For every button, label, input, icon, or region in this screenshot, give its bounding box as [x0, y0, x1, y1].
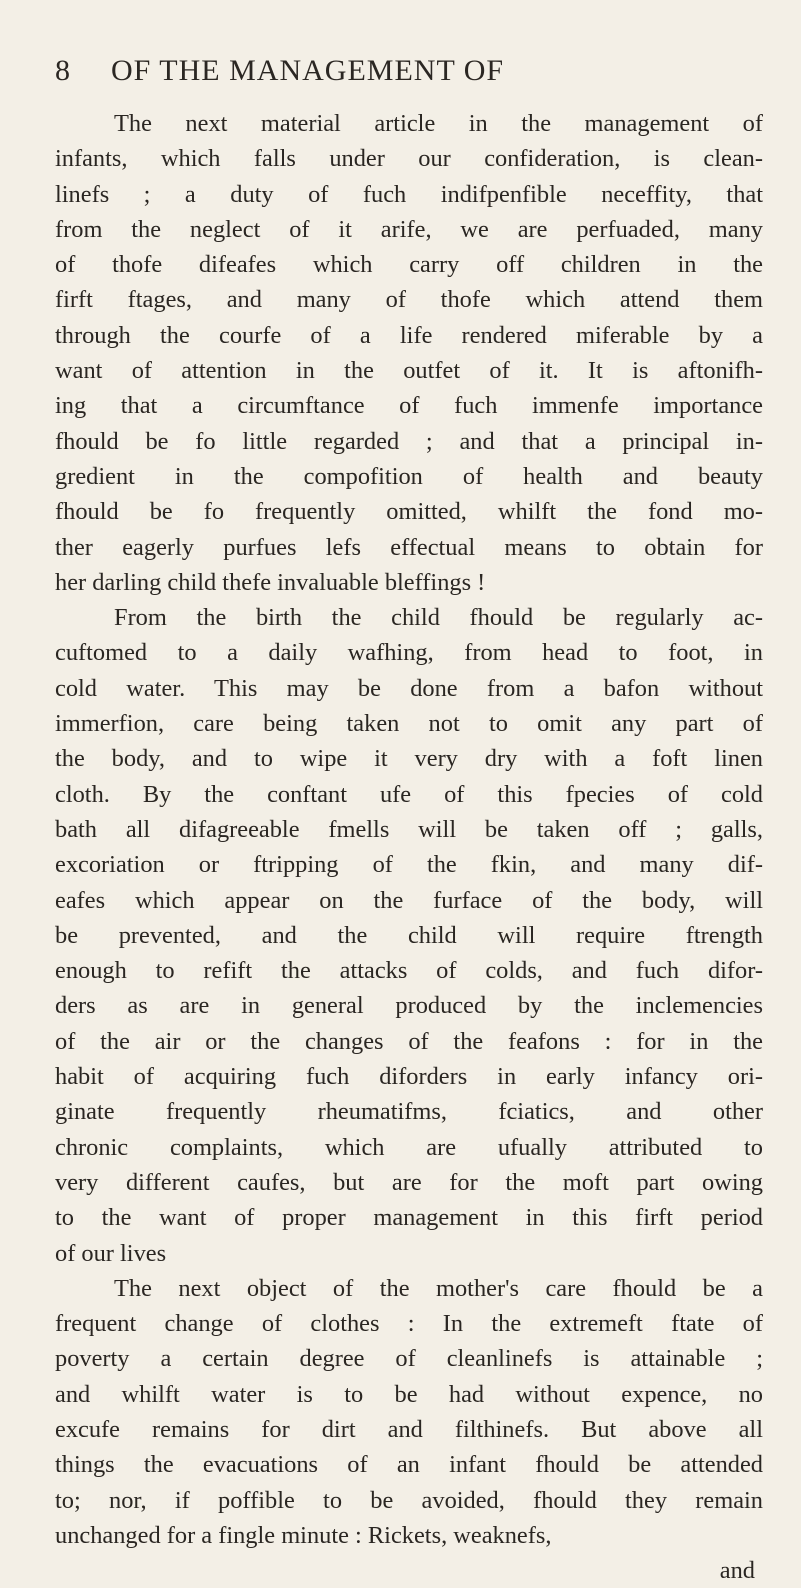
text-line: habit of acquiring fuch diforders in early infancy ori-	[55, 1063, 763, 1091]
text-line: excoriation or ftripping of the fkin, and many dif-	[55, 851, 763, 879]
text-line: gredient in the compofition of health and beauty	[55, 462, 763, 490]
text-line: immerfion, care being taken not to omit any part of	[55, 710, 763, 738]
text-line: The next material article in the management of	[114, 110, 763, 137]
text-line: want of attention in the outfet of it. It is aftonifh-	[55, 357, 763, 385]
text-line: through the courfe of a life rendered miferable by a	[55, 321, 763, 349]
text-line: The next object of the mother's care fhould be a	[114, 1274, 763, 1302]
text-line: fhould be fo frequently omitted, whilft the fond mo-	[55, 498, 763, 526]
running-title: OF THE MANAGEMENT OF	[111, 54, 505, 87]
text-line: very different caufes, but are for the moft part owing	[55, 1168, 763, 1196]
text-line: enough to refift the attacks of colds, and fuch difor-	[55, 957, 763, 985]
text-line: linefs ; a duty of fuch indifpenfible neceffity, that	[55, 180, 763, 208]
catchword: and	[719, 1557, 755, 1585]
text-line: poverty a certain degree of cleanlinefs is attainable ;	[55, 1345, 763, 1373]
text-line: cuftomed to a daily wafhing, from head to foot, in	[55, 639, 763, 667]
text-line: to; nor, if poffible to be avoided, fhould they remain	[55, 1486, 763, 1514]
text-line: infants, which falls under our confideration, is clean-	[55, 145, 763, 173]
text-line: unchanged for a fingle minute : Rickets, weaknefs,	[55, 1521, 552, 1549]
text-line: of our lives	[55, 1239, 167, 1267]
text-line: firft ftages, and many of thofe which attend them	[55, 286, 763, 314]
text-line: chronic complaints, which are ufually attributed to	[55, 1133, 763, 1161]
text-line: cold water. This may be done from a bafon without	[55, 674, 763, 702]
text-line: From the birth the child fhould be regularly ac-	[114, 604, 763, 632]
text-line: be prevented, and the child will require ftrength	[55, 921, 763, 949]
text-line: ther eagerly purfues lefs effectual means to obtain for	[55, 533, 763, 561]
text-line: cloth. By the conftant ufe of this fpecies of cold	[55, 780, 763, 808]
text-line: of the air or the changes of the feafons : for in the	[55, 1027, 763, 1055]
text-line: of thofe difeafes which carry off children in the	[55, 251, 763, 279]
text-line: to the want of proper management in this firft period	[55, 1204, 763, 1232]
text-line: and whilft water is to be had without expence, no	[55, 1380, 763, 1408]
text-line: frequent change of clothes : In the extremeft ftate of	[55, 1310, 763, 1338]
running-head	[55, 54, 763, 106]
text-line: eafes which appear on the furface of the body, will	[55, 886, 763, 914]
page-number: 8	[55, 54, 71, 87]
text-line: her darling child thefe invaluable bleffings !	[55, 568, 486, 596]
text-line: ders as are in general produced by the inclemencies	[55, 992, 763, 1020]
text-line: ginate frequently rheumatifms, fciatics, and other	[55, 1098, 763, 1126]
text-line: fhould be fo little regarded ; and that a principal in-	[55, 427, 763, 455]
text-line: bath all difagreeable fmells will be taken off ; galls,	[55, 815, 763, 843]
text-line: ing that a circumftance of fuch immenfe importance	[55, 392, 763, 420]
body-text	[55, 106, 763, 1588]
text-line: the body, and to wipe it very dry with a foft linen	[55, 745, 763, 773]
text-line: things the evacuations of an infant fhould be attended	[55, 1451, 763, 1479]
text-line: excufe remains for dirt and filthinefs. But above all	[55, 1415, 763, 1443]
text-line: from the neglect of it arife, we are perfuaded, many	[55, 215, 763, 243]
